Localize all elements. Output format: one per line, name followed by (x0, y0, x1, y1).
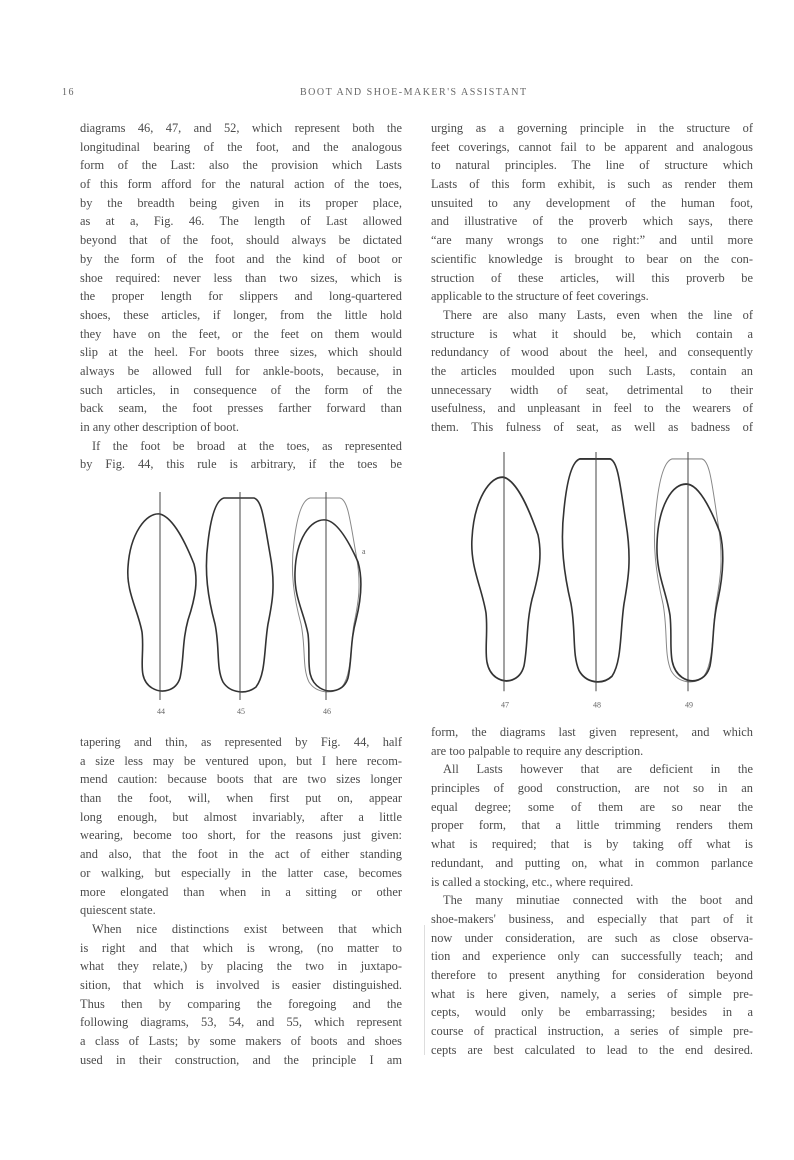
text-line: beyond that of the foot, should always be dictated (80, 233, 402, 248)
figure-number-label: 46 (323, 707, 331, 716)
text-line: wearing, become too short, for the reasons just given: (80, 828, 402, 843)
text-line: shoe-makers' business, and especially that part of it (431, 911, 753, 926)
foot-diagram (206, 492, 273, 700)
text-line: long enough, but almost invariably, after a little (80, 809, 402, 824)
text-line: structure is what it should be, which contain a (431, 326, 753, 341)
text-line: by the breadth being given in its proper place, (80, 195, 402, 210)
text-line: them. This fulness of seat, as well as badness of (431, 420, 753, 434)
text-line: slip at the heel. For boots three sizes, which should (80, 345, 402, 360)
text-line: struction of these articles, will this proverb be (431, 270, 753, 285)
text-line: redundancy of wood about the heel, and consequently (431, 345, 753, 360)
text-line: mend caution: because boots that are two sizes longer (80, 772, 402, 787)
text-line: now under consideration, are such as close observa- (431, 930, 753, 945)
right-column-bottom (431, 723, 753, 1059)
text-line: more elongated than when in a sitting or other (80, 884, 402, 899)
text-line: in any other description of boot. (80, 420, 239, 434)
text-line: than the foot, will, when first put on, appear (80, 791, 402, 806)
text-line: “are many wrongs to one right:” and until more (431, 233, 753, 248)
gutter-mark (424, 925, 425, 1055)
text-line: they have on the feet, or the feet on them would (80, 326, 402, 341)
text-line: is right and that which is wrong, (no matter to (80, 940, 402, 955)
right-column-top (431, 119, 753, 437)
text-line: feet coverings, cannot fail to be apparent and analogous (431, 139, 753, 154)
text-line: cepts, would only be embarrassing; besides in a (431, 1005, 753, 1020)
text-line: longitudinal bearing of the foot, and the analogous (80, 139, 402, 154)
text-line: diagrams 46, 47, and 52, which represent both the (80, 121, 402, 135)
text-line: what they relate,) by placing the two in juxtapo- (80, 959, 402, 974)
text-line: unnecessary width of seat, detrimental to their (431, 382, 753, 397)
text-line: scientific knowledge is brought to bear on the con- (431, 251, 753, 266)
text-line: redundant, and putting on, what in common parlance (431, 855, 753, 870)
foot-diagram (128, 492, 196, 700)
text-line: a size less may be ventured upon, but I here recom- (80, 753, 402, 768)
text-line: what is here given, namely, a series of simple pre- (431, 986, 753, 1001)
running-title: BOOT AND SHOE-MAKER'S ASSISTANT (300, 87, 528, 98)
text-line: Lasts of this form exhibit, is such as render them (431, 177, 753, 192)
text-line: All Lasts however that are deficient in the (443, 762, 753, 777)
foot-diagram (292, 492, 366, 700)
text-line: the proper length for slippers and long-quartered (80, 289, 402, 304)
text-line: by the form of the foot and the kind of boot or (80, 251, 402, 266)
text-line: a class of Lasts; by some makers of boots and shoes (80, 1034, 402, 1048)
text-line: is called a stocking, etc., where required. (431, 874, 634, 889)
text-line: equal degree; some of them are so near the (431, 799, 753, 814)
text-line: course of practical instruction, a series of simple pre- (431, 1024, 753, 1038)
text-line: urging as a governing principle in the structure of (431, 121, 753, 135)
text-line: If the foot be broad at the toes, as represented (92, 438, 402, 453)
text-line: There are also many Lasts, even when the line of (443, 307, 753, 322)
text-line: unsuited to any development of the human foot, (431, 195, 753, 210)
figures-44-46 (118, 488, 378, 728)
text-line: or walking, but especially in the latter case, becomes (80, 865, 402, 880)
text-line: usefulness, and unpleasant in feel to the wearers of (431, 401, 753, 416)
text-line: sition, that which is involved is easier distinguished. (80, 977, 402, 992)
text-line: form of the Last: also the provision which Lasts (80, 158, 402, 173)
left-column-top (80, 119, 402, 474)
text-line: used in their construction, and the principle I am (80, 1052, 402, 1067)
page-number: 16 (62, 87, 75, 98)
text-line: such articles, in consequence of the form of the (80, 382, 402, 397)
text-line: quiescent state. (80, 903, 156, 918)
text-line: to natural principles. The line of structure which (431, 158, 753, 173)
text-line: tion and experience only can successfully teach; and (431, 949, 753, 964)
figure-number-label: 48 (593, 700, 601, 710)
text-line: as at a, Fig. 46. The length of Last allowed (80, 214, 402, 229)
foot-diagram (654, 452, 722, 691)
figure-number-label: 44 (157, 707, 165, 716)
text-line: are too palpable to require any description. (431, 743, 644, 758)
text-line: form, the diagrams last given represent, and which (431, 725, 753, 739)
foot-diagram (472, 452, 540, 691)
text-line: and illustrative of the proverb which says, there (431, 214, 753, 229)
text-line: the articles moulded upon such Lasts, contain an (431, 363, 753, 378)
text-line: tapering and thin, as represented by Fig. 44, half (80, 735, 402, 749)
text-line: following diagrams, 53, 54, and 55, which represent (80, 1015, 402, 1030)
text-line: back seam, the foot presses farther forward than (80, 401, 402, 416)
foot-diagram (562, 452, 629, 691)
text-line: always be allowed full for ankle-boots, because, in (80, 363, 402, 378)
text-line: The many minutiae connected with the boot and (443, 893, 753, 908)
text-line: When nice distinctions exist between that which (92, 921, 402, 936)
figure-number-label: 47 (501, 700, 509, 710)
text-line: shoes, these articles, if longer, from the little hold (80, 307, 402, 322)
text-line: and also, that the foot in the act of either standing (80, 847, 402, 862)
text-line: what is required; that is by taking off what is (431, 837, 753, 852)
text-line: proper form, that a little trimming renders them (431, 818, 753, 833)
last-outline (472, 477, 540, 681)
last-outline (128, 514, 196, 691)
figure-number-label: 49 (685, 700, 693, 710)
figures-47-49 (462, 448, 742, 718)
text-line: cepts are best calculated to lead to the end desired. (431, 1042, 753, 1057)
text-line: therefore to present anything for consideration beyond (431, 967, 753, 982)
point-a-label: a (362, 547, 366, 556)
text-line: of this form afford for the natural action of the toes, (80, 177, 402, 192)
text-line: principles of good construction, are not so in an (431, 781, 753, 796)
text-line: by Fig. 44, this rule is arbitrary, if the toes be (80, 457, 402, 472)
figure-number-label: 45 (237, 707, 245, 716)
text-line: shoe required: never less than two sizes, which is (80, 270, 402, 285)
text-line: applicable to the structure of feet coverings. (431, 289, 649, 304)
left-column-bottom (80, 733, 402, 1069)
text-line: Thus then by comparing the foregoing and the (80, 996, 402, 1011)
